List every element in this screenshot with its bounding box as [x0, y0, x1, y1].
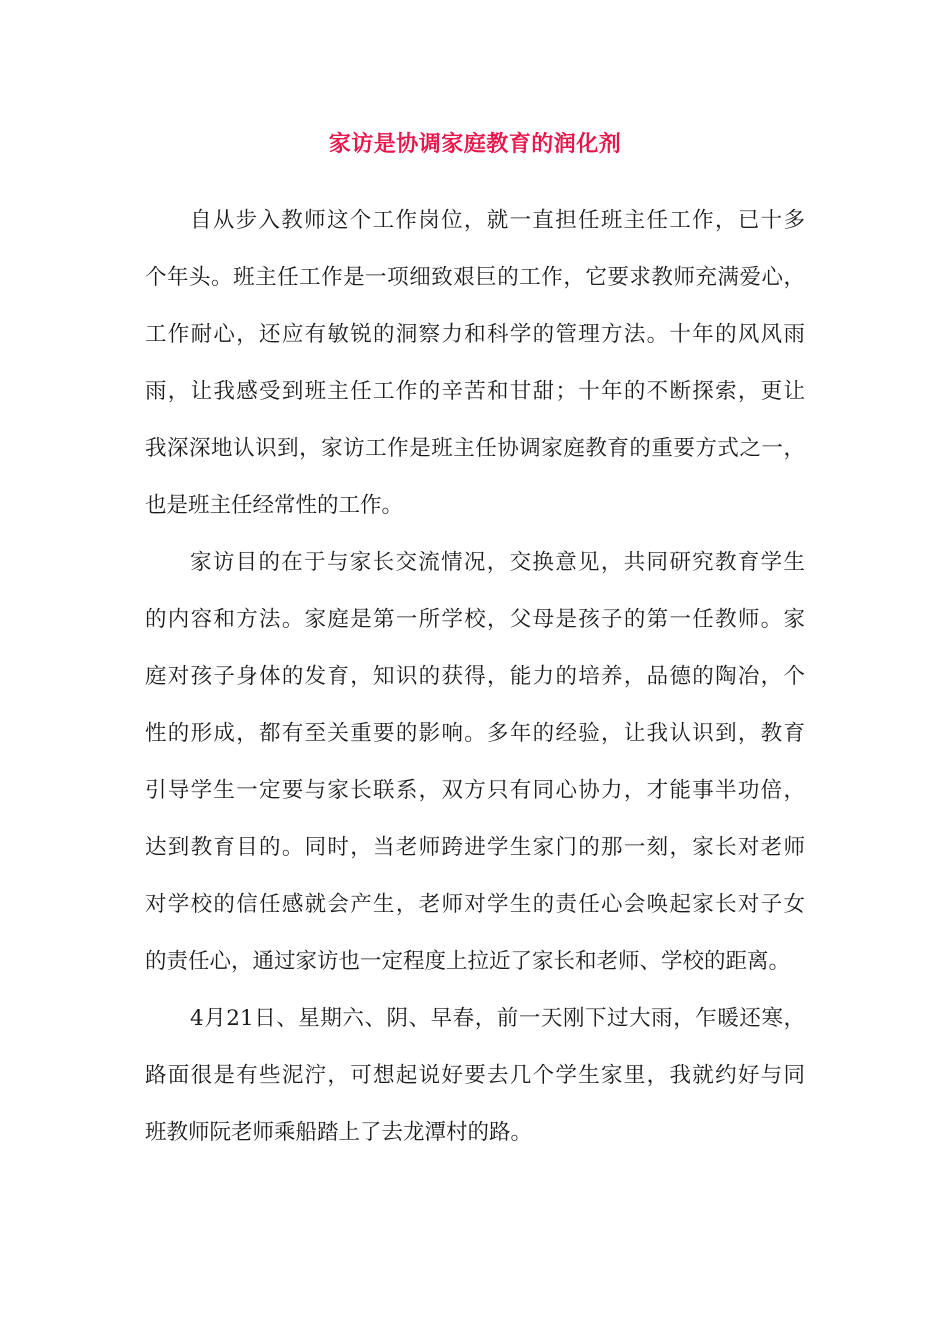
paragraph-1-line-4: 雨，让我感受到班主任工作的辛苦和甘甜；十年的不断探索，更让: [145, 379, 805, 404]
paragraph-2-line-5: 引导学生一定要与家长联系，双方只有同心协力，才能事半功倍，: [145, 778, 805, 803]
paragraph-3-line-1: 4月21日、星期六、阴、早春，前一天刚下过大雨，乍暖还寒，: [190, 1006, 805, 1031]
paragraph-2-line-2: 的内容和方法。家庭是第一所学校，父母是孩子的第一任教师。家: [145, 607, 805, 632]
paragraph-2-line-3: 庭对孩子身体的发育，知识的获得，能力的培养，品德的陶冶，个: [145, 664, 805, 689]
paragraph-1-line-1: 自从步入教师这个工作岗位，就一直担任班主任工作，已十多: [190, 208, 805, 233]
paragraph-2-line-7: 对学校的信任感就会产生，老师对学生的责任心会唤起家长对子女: [145, 892, 805, 917]
paragraph-2-line-4: 性的形成，都有至关重要的影响。多年的经验，让我认识到，教育: [145, 721, 805, 746]
paragraph-1-line-6: 也是班主任经常性的工作。: [145, 493, 404, 518]
paragraph-3-line-3: 班教师阮老师乘船踏上了去龙潭村的路。: [145, 1120, 533, 1145]
paragraph-2-line-6: 达到教育目的。同时，当老师跨进学生家门的那一刻，家长对老师: [145, 835, 805, 860]
paragraph-1-line-5: 我深深地认识到，家访工作是班主任协调家庭教育的重要方式之一，: [145, 436, 805, 461]
paragraph-1-line-3: 工作耐心，还应有敏锐的洞察力和科学的管理方法。十年的风风雨: [145, 322, 805, 347]
document-title: 家访是协调家庭教育的润化剂: [328, 131, 622, 157]
paragraph-2-line-8: 的责任心，通过家访也一定程度上拉近了家长和老师、学校的距离。: [145, 949, 791, 974]
paragraph-1-line-2: 个年头。班主任工作是一项细致艰巨的工作，它要求教师充满爱心，: [145, 265, 805, 290]
paragraph-2-line-1: 家访目的在于与家长交流情况，交换意见，共同研究教育学生: [190, 550, 805, 575]
paragraph-3-line-2: 路面很是有些泥泞，可想起说好要去几个学生家里，我就约好与同: [145, 1063, 805, 1088]
